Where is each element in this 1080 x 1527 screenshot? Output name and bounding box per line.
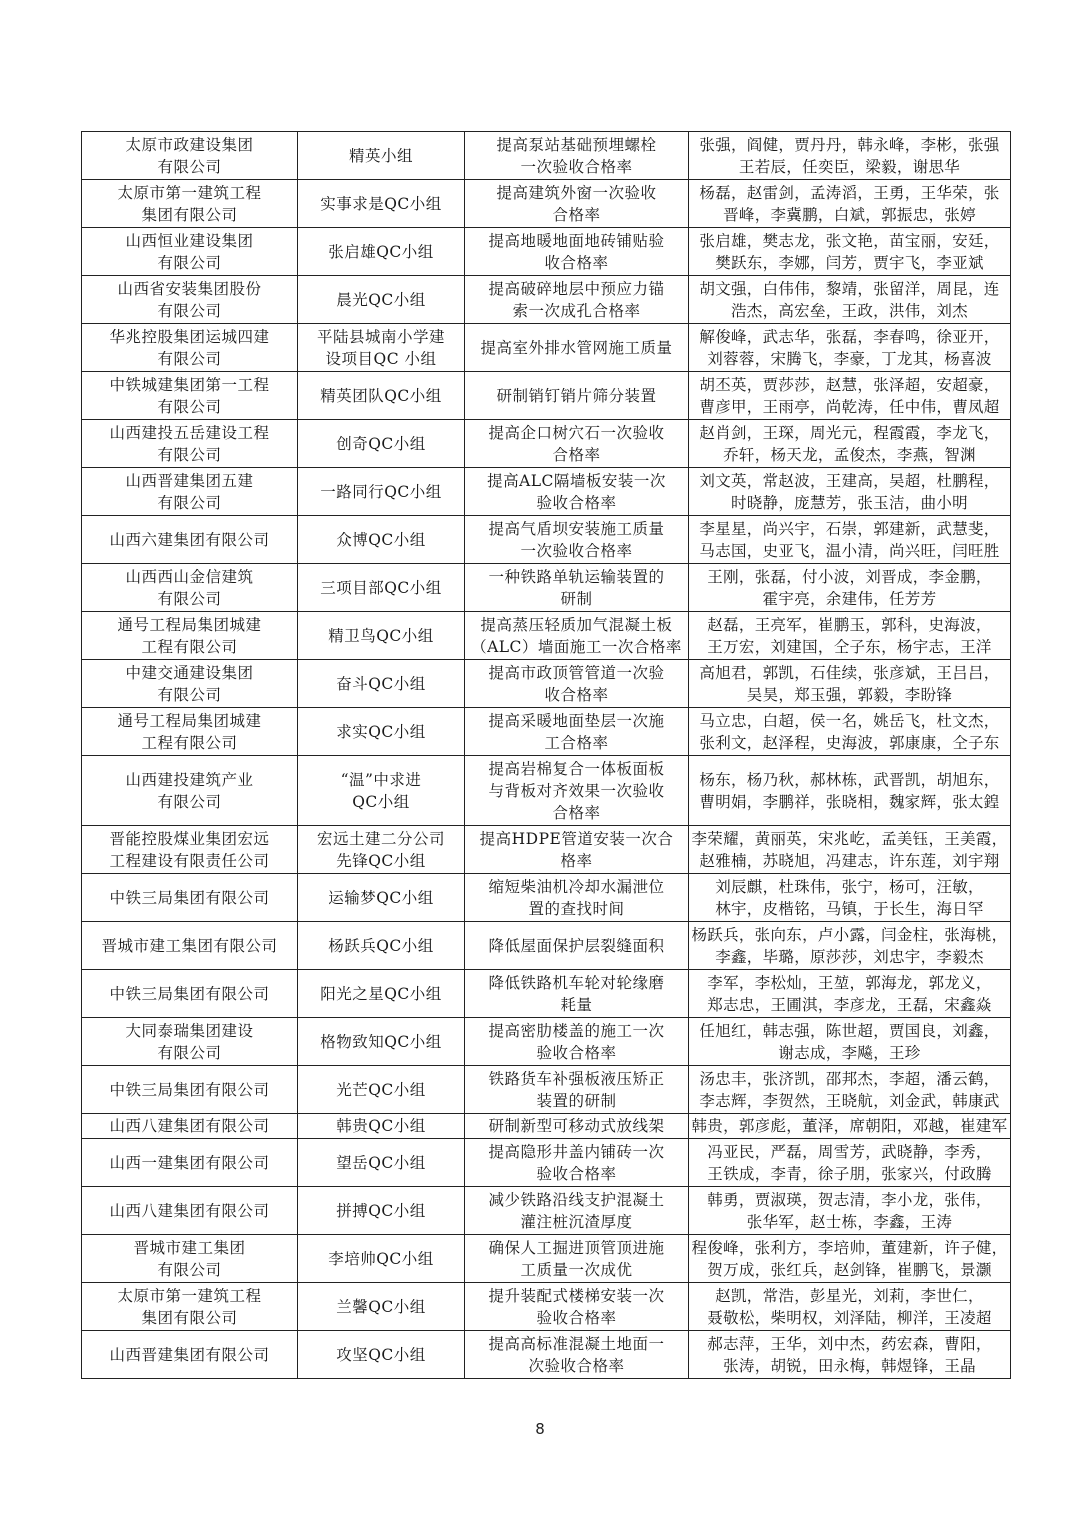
table-row — [82, 1018, 1011, 1066]
topic-cell: 提高企口树穴石一次验收 合格率 — [465, 420, 689, 468]
company-cell: 太原市政建设集团 有限公司 — [82, 132, 298, 180]
table-row — [82, 324, 1011, 372]
topic-cell: 缩短柴油机冷却水漏泄位 置的查找时间 — [465, 874, 689, 922]
company-cell: 中铁城建集团第一工程 有限公司 — [82, 372, 298, 420]
members-cell: 冯亚民，严磊，周雪芳，武晓静，李秀， 王铁成，李青，徐子朋，张家兴，付政腾 — [689, 1139, 1011, 1187]
group-cell: 晨光QC小组 — [298, 276, 465, 324]
group-cell: 运输梦QC小组 — [298, 874, 465, 922]
table-row — [82, 756, 1011, 826]
topic-cell: 提高地暖地面地砖铺贴验 收合格率 — [465, 228, 689, 276]
awards-table-body — [82, 132, 1011, 1379]
topic-cell: 提高泵站基础预埋螺栓 一次验收合格率 — [465, 132, 689, 180]
group-cell: 望岳QC小组 — [298, 1139, 465, 1187]
members-cell: 任旭红，韩志强，陈世超，贾国良，刘鑫， 谢志成，李飚，王珍 — [689, 1018, 1011, 1066]
members-cell: 张强，阎健，贾丹丹，韩永峰，李彬，张强 王若辰，任奕臣，梁毅，谢思华 — [689, 132, 1011, 180]
topic-cell: 提高隐形井盖内铺砖一次 验收合格率 — [465, 1139, 689, 1187]
company-cell: 山西省安装集团股份 有限公司 — [82, 276, 298, 324]
table-row — [82, 1066, 1011, 1114]
group-cell: 格物致知QC小组 — [298, 1018, 465, 1066]
members-cell: 杨跃兵，张向东，卢小露，闫金柱，张海桃， 李鑫，毕璐，原莎莎，刘忠宇，李毅杰 — [689, 922, 1011, 970]
table-row — [82, 1235, 1011, 1283]
group-cell: 精英团队QC小组 — [298, 372, 465, 420]
company-cell: 通号工程局集团城建 工程有限公司 — [82, 708, 298, 756]
group-cell: 求实QC小组 — [298, 708, 465, 756]
members-cell: 韩勇，贾淑瑛，贺志清，李小龙，张伟， 张华军，赵士栋，李鑫，王涛 — [689, 1187, 1011, 1235]
company-cell: 山西建投五岳建设工程 有限公司 — [82, 420, 298, 468]
table-row — [82, 922, 1011, 970]
table-row — [82, 1139, 1011, 1187]
company-cell: 山西晋建集团有限公司 — [82, 1331, 298, 1379]
topic-cell: 确保人工掘进顶管顶进施 工质量一次成优 — [465, 1235, 689, 1283]
company-cell: 山西八建集团有限公司 — [82, 1187, 298, 1235]
group-cell: 创奇QC小组 — [298, 420, 465, 468]
topic-cell: 提高破碎地层中预应力锚 索一次成孔合格率 — [465, 276, 689, 324]
group-cell: 李培帅QC小组 — [298, 1235, 465, 1283]
members-cell: 马立忠，白超，侯一名，姚岳飞，杜文杰， 张利文，赵泽程，史海波，郭康康，仝子东 — [689, 708, 1011, 756]
table-row — [82, 660, 1011, 708]
group-cell: “温”中求进 QC小组 — [298, 756, 465, 826]
company-cell: 通号工程局集团城建 工程有限公司 — [82, 612, 298, 660]
topic-cell: 减少铁路沿线支护混凝土 灌注桩沉渣厚度 — [465, 1187, 689, 1235]
members-cell: 解俊峰，武志华，张磊，李春鸣，徐亚开， 刘蓉蓉，宋腾飞，李豪，丁龙其，杨喜波 — [689, 324, 1011, 372]
topic-cell: 提高高标准混凝土地面一 次验收合格率 — [465, 1331, 689, 1379]
table-row — [82, 132, 1011, 180]
topic-cell: 一种铁路单轨运输装置的 研制 — [465, 564, 689, 612]
members-cell: 张启雄，樊志龙，张文艳，苗宝丽，安廷， 樊跃东，李娜，闫芳，贾宇飞，李亚斌 — [689, 228, 1011, 276]
topic-cell: 提高市政顶管管道一次验 收合格率 — [465, 660, 689, 708]
table-row — [82, 970, 1011, 1018]
group-cell: 张启雄QC小组 — [298, 228, 465, 276]
topic-cell: 研制新型可移动式放线架 — [465, 1114, 689, 1139]
company-cell: 中铁三局集团有限公司 — [82, 874, 298, 922]
members-cell: 赵凯，常浩，彭星光，刘莉，李世仁， 聂敬松，柴明权，刘泽陆，柳洋，王凌超 — [689, 1283, 1011, 1331]
members-cell: 李军，李松灿，王堃，郭海龙，郭龙义， 郑志忠，王圃淇，李彦龙，王磊，宋鑫焱 — [689, 970, 1011, 1018]
table-row — [82, 564, 1011, 612]
company-cell: 山西晋建集团五建 有限公司 — [82, 468, 298, 516]
table-row — [82, 516, 1011, 564]
group-cell: 攻坚QC小组 — [298, 1331, 465, 1379]
members-cell: 胡文强，白伟伟，黎靖，张留洋，周昆，连 浩杰，高宏垒，王政，洪伟，刘杰 — [689, 276, 1011, 324]
awards-table — [81, 131, 1011, 1379]
group-cell: 平陆县城南小学建 设项目QC 小组 — [298, 324, 465, 372]
topic-cell: 提高蒸压轻质加气混凝土板 （ALC）墙面施工一次合格率 — [465, 612, 689, 660]
members-cell: 赵磊，王亮军，崔鹏玉，郭科，史海波， 王万宏，刘建国，仝子东，杨宇志，王洋 — [689, 612, 1011, 660]
members-cell: 胡丕英，贾莎莎，赵慧，张泽超，安超豪， 曹彦甲，王雨亭，尚乾涛，任中伟，曹凤超 — [689, 372, 1011, 420]
topic-cell: 提升装配式楼梯安装一次 验收合格率 — [465, 1283, 689, 1331]
members-cell: 赵肖剑，王琛，周光元，程霞霞，李龙飞， 乔轩，杨天龙，孟俊杰，李燕，智渊 — [689, 420, 1011, 468]
company-cell: 晋城市建工集团 有限公司 — [82, 1235, 298, 1283]
members-cell: 杨东，杨乃秋，郝林栋，武晋凯，胡旭东， 曹明娟，李鹏祥，张晓相，魏家辉，张太鍠 — [689, 756, 1011, 826]
topic-cell: 提高采暖地面垫层一次施 工合格率 — [465, 708, 689, 756]
group-cell: 韩贵QC小组 — [298, 1114, 465, 1139]
topic-cell: 降低屋面保护层裂缝面积 — [465, 922, 689, 970]
company-cell: 山西六建集团有限公司 — [82, 516, 298, 564]
company-cell: 晋能控股煤业集团宏远 工程建设有限责任公司 — [82, 826, 298, 874]
members-cell: 高旭君，郭凯，石佳续，张彦斌，王吕吕， 吴昊，郑玉强，郭毅，李盼锋 — [689, 660, 1011, 708]
topic-cell: 提高HDPE管道安装一次合 格率 — [465, 826, 689, 874]
table-row — [82, 468, 1011, 516]
members-cell: 李星星，尚兴宇，石崇，郭建新，武慧斐， 马志国，史亚飞，温小清，尚兴旺，闫旺胜 — [689, 516, 1011, 564]
group-cell: 实事求是QC小组 — [298, 180, 465, 228]
company-cell: 山西八建集团有限公司 — [82, 1114, 298, 1139]
topic-cell: 研制销钉销片筛分装置 — [465, 372, 689, 420]
company-cell: 太原市第一建筑工程 集团有限公司 — [82, 1283, 298, 1331]
company-cell: 山西恒业建设集团 有限公司 — [82, 228, 298, 276]
topic-cell: 提高气盾坝安装施工质量 一次验收合格率 — [465, 516, 689, 564]
group-cell: 众博QC小组 — [298, 516, 465, 564]
members-cell: 韩贵，郭彦彪，董泽，席朝阳，邓越，崔建军 — [689, 1114, 1011, 1139]
company-cell: 中铁三局集团有限公司 — [82, 970, 298, 1018]
table-row — [82, 180, 1011, 228]
group-cell: 兰馨QC小组 — [298, 1283, 465, 1331]
topic-cell: 提高密肋楼盖的施工一次 验收合格率 — [465, 1018, 689, 1066]
company-cell: 太原市第一建筑工程 集团有限公司 — [82, 180, 298, 228]
members-cell: 刘辰麒，杜珠伟，张宁，杨可，汪敏， 林宇，皮楷铭，马镇，于长生，海日罕 — [689, 874, 1011, 922]
members-cell: 郝志萍，王华，刘中杰，药宏森，曹阳， 张涛，胡锐，田永梅，韩煜锋，王晶 — [689, 1331, 1011, 1379]
members-cell: 汤忠丰，张济凯，邵邦杰，李超，潘云鹤， 李志辉，李贺然，王晓航，刘金武，韩康武 — [689, 1066, 1011, 1114]
topic-cell: 铁路货车补强板液压矫正 装置的研制 — [465, 1066, 689, 1114]
group-cell: 三项目部QC小组 — [298, 564, 465, 612]
page-number: 8 — [535, 1420, 545, 1438]
group-cell: 精英小组 — [298, 132, 465, 180]
company-cell: 山西一建集团有限公司 — [82, 1139, 298, 1187]
topic-cell: 提高建筑外窗一次验收 合格率 — [465, 180, 689, 228]
table-row — [82, 420, 1011, 468]
company-cell: 晋城市建工集团有限公司 — [82, 922, 298, 970]
company-cell: 中铁三局集团有限公司 — [82, 1066, 298, 1114]
members-cell: 刘文英，常赵波，王建高，吴超，杜鹏程， 时晓静，庞慧芳，张玉洁，曲小明 — [689, 468, 1011, 516]
members-cell: 王刚，张磊，付小波，刘晋成，李金鹏， 霍宇亮，余建伟，任芳芳 — [689, 564, 1011, 612]
company-cell: 大同泰瑞集团建设 有限公司 — [82, 1018, 298, 1066]
company-cell: 山西建投建筑产业 有限公司 — [82, 756, 298, 826]
members-cell: 程俊峰，张利方，李培帅，董建新，许子健， 贺万成，张红兵，赵剑锋，崔鹏飞，景灏 — [689, 1235, 1011, 1283]
topic-cell: 降低铁路机车轮对轮缘磨 耗量 — [465, 970, 689, 1018]
company-cell: 华兆控股集团运城四建 有限公司 — [82, 324, 298, 372]
table-row — [82, 1114, 1011, 1139]
table-row — [82, 874, 1011, 922]
table-row — [82, 612, 1011, 660]
topic-cell: 提高ALC隔墙板安装一次 验收合格率 — [465, 468, 689, 516]
group-cell: 奋斗QC小组 — [298, 660, 465, 708]
topic-cell: 提高岩棉复合一体板面板 与背板对齐效果一次验收 合格率 — [465, 756, 689, 826]
group-cell: 精卫鸟QC小组 — [298, 612, 465, 660]
group-cell: 一路同行QC小组 — [298, 468, 465, 516]
table-row — [82, 1187, 1011, 1235]
table-row — [82, 708, 1011, 756]
members-cell: 李荣耀，黄丽英，宋兆屹，孟美钰，王美霞， 赵雅楠，苏晓旭，冯建志，许东莲，刘宇翔 — [689, 826, 1011, 874]
table-row — [82, 228, 1011, 276]
company-cell: 中建交通建设集团 有限公司 — [82, 660, 298, 708]
table-row — [82, 1331, 1011, 1379]
company-cell: 山西西山金信建筑 有限公司 — [82, 564, 298, 612]
table-row — [82, 276, 1011, 324]
table-row — [82, 826, 1011, 874]
group-cell: 宏远土建二分公司 先锋QC小组 — [298, 826, 465, 874]
table-row — [82, 1283, 1011, 1331]
group-cell: 杨跃兵QC小组 — [298, 922, 465, 970]
table-row — [82, 372, 1011, 420]
group-cell: 拼搏QC小组 — [298, 1187, 465, 1235]
members-cell: 杨磊，赵雷剑，孟涛滔，王勇，王华荣，张 晋峰，李冀鹏，白斌，郭振忠，张婷 — [689, 180, 1011, 228]
group-cell: 光芒QC小组 — [298, 1066, 465, 1114]
topic-cell: 提高室外排水管网施工质量 — [465, 324, 689, 372]
group-cell: 阳光之星QC小组 — [298, 970, 465, 1018]
